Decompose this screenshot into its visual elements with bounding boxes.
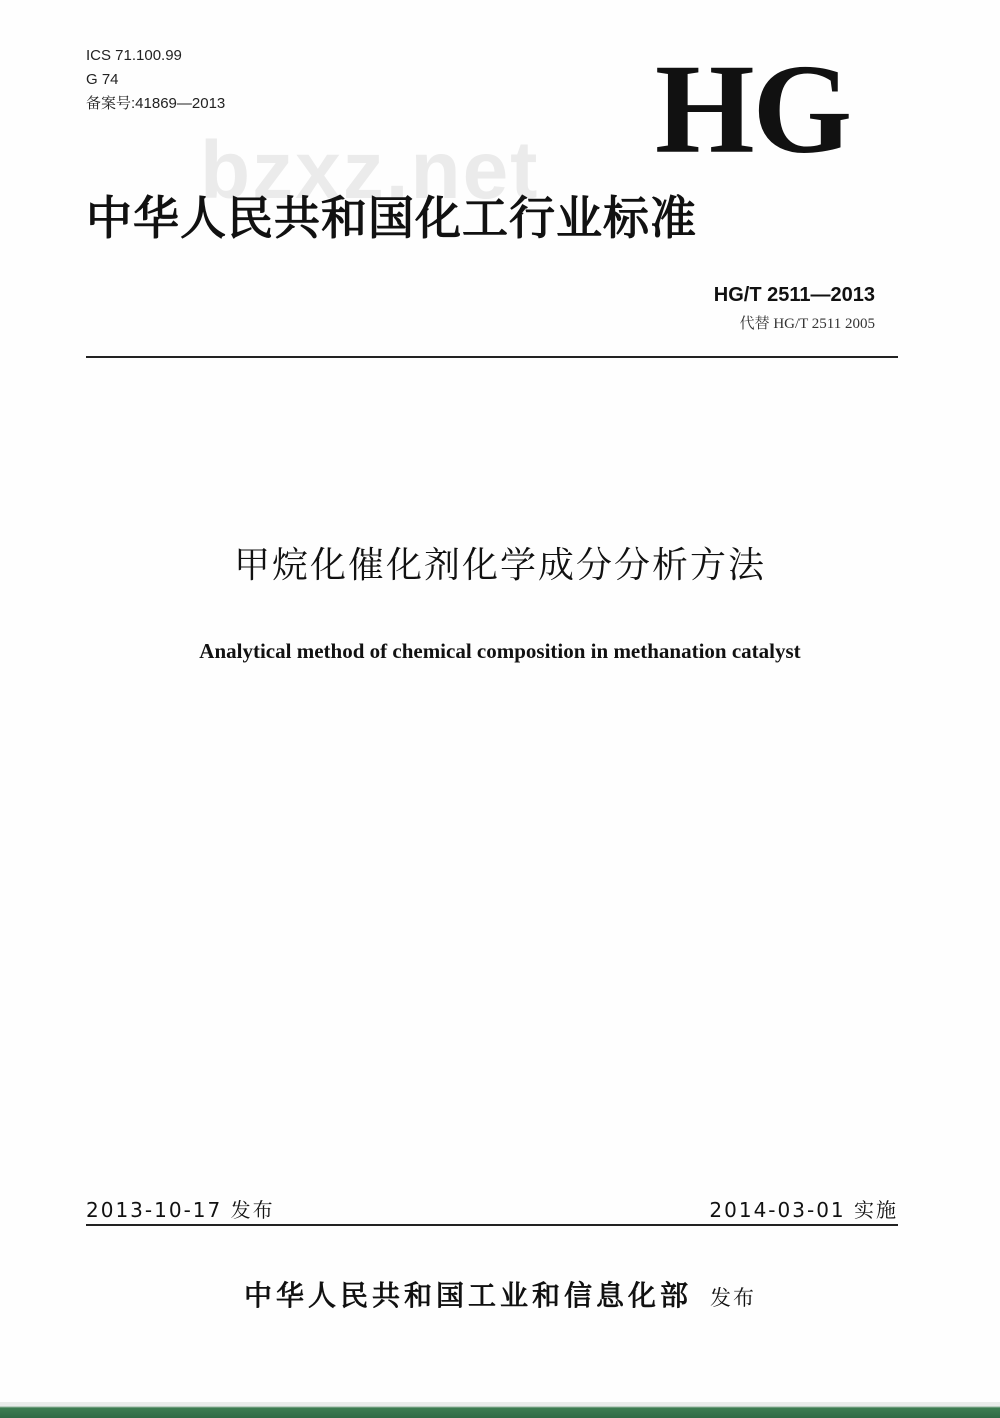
scan-edge [0,1402,1000,1418]
ccs-code: G 74 [86,71,119,88]
publisher-line [100,1276,900,1318]
watermark: bzxz.net [200,125,540,216]
classification-block [86,44,225,116]
document-title-zh: 甲烷化催化剂化学成分分析方法 [233,545,766,586]
effective-date: 2014-03-01 实施 [709,1198,898,1222]
ics-code: ICS 71.100.99 [86,47,182,64]
record-number: 备案号:41869—2013 [86,95,226,112]
issue-date: 2013-10-17 发布 [86,1198,275,1222]
standard-number: HG/T 2511—2013 [713,284,875,306]
replaces-standard: 代替 HG/T 2511 2005 [739,316,875,332]
publisher-org: 中华人民共和国工业和信息化部 [243,1279,692,1312]
header-divider [86,356,898,358]
standard-category-title: 中华人民共和国化工行业标准 [86,191,697,245]
footer-divider [86,1224,898,1226]
publisher-verb: 发布 [710,1286,756,1310]
document-title-en: Analytical method of chemical composition in methanation catalyst [199,639,801,663]
hg-logo: HG [655,38,851,180]
